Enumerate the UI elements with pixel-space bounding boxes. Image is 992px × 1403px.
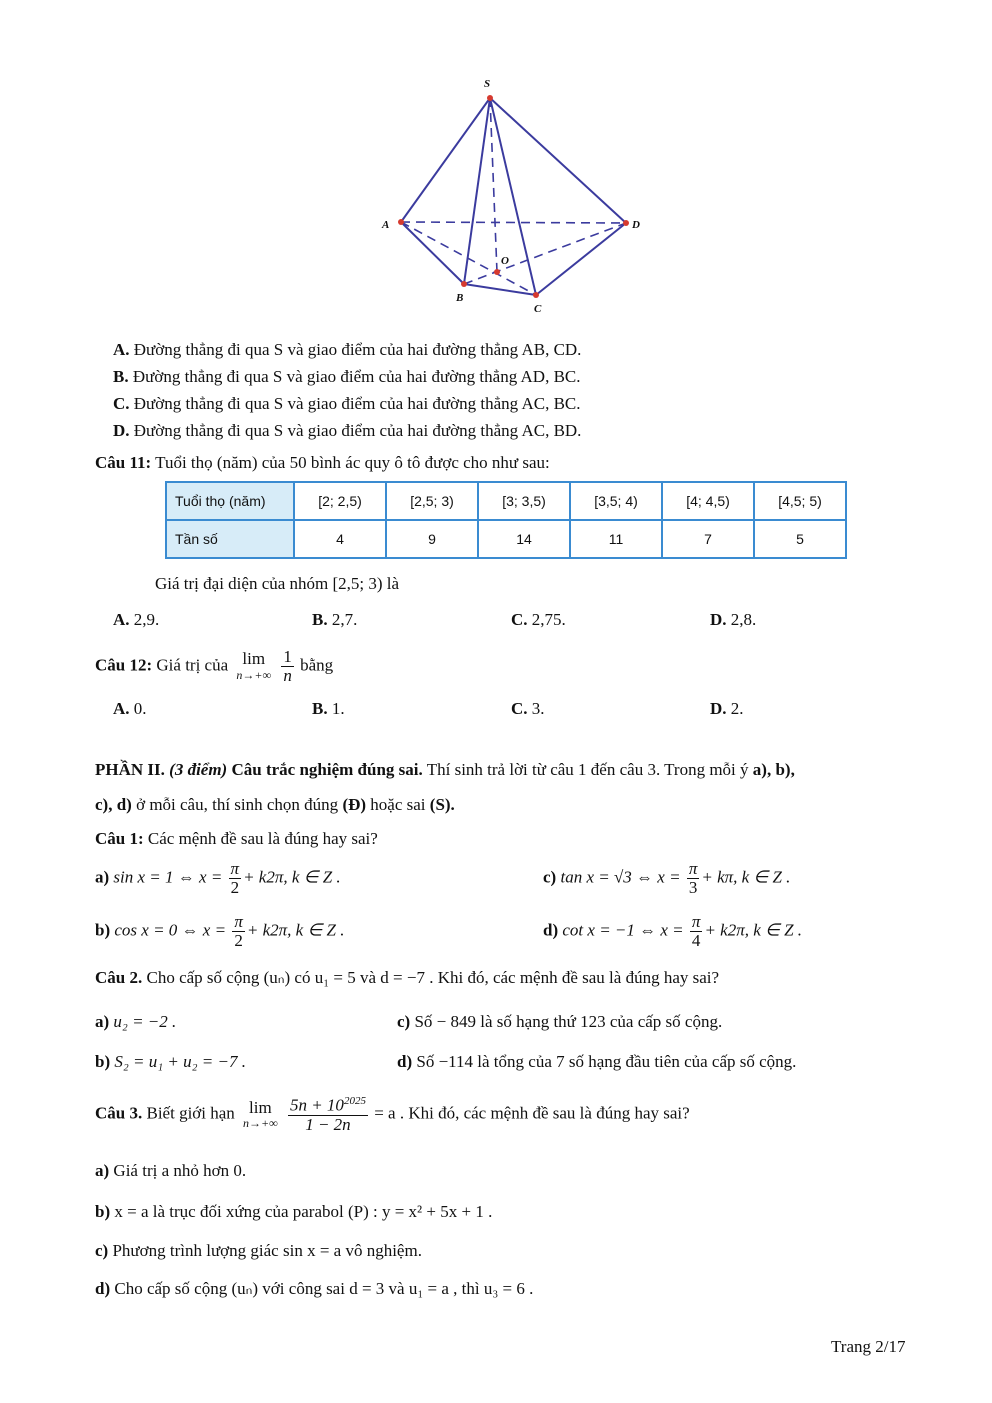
table-header-cell: Tuổi thọ (năm)	[166, 482, 294, 520]
q11-option-c: C. 2,75.	[511, 610, 566, 629]
table-cell: [4,5; 5)	[754, 482, 846, 520]
q10-option-d: D. Đường thẳng đi qua S và giao điểm của hai đường thẳng AC, BD.	[113, 421, 582, 440]
q10-option-c: C. Đường thẳng đi qua S và giao điểm của hai đường thẳng AC, BC.	[113, 394, 581, 413]
table-cell: 9	[386, 520, 478, 558]
pyramid-figure	[370, 70, 660, 320]
part2-line1: PHẦN II. (3 điểm) Câu trắc nghiệm đúng sai. Thí sinh trả lời từ câu 1 đến câu 3. Trong mỗi ý a), b),	[95, 760, 795, 779]
table-cell: [3; 3,5)	[478, 482, 570, 520]
label-B: B	[456, 292, 464, 304]
q12-option-a: A. 0.	[113, 699, 147, 718]
q11-question: Giá trị đại diện của nhóm [2,5; 3) là	[155, 574, 400, 593]
c1-item-b: b) cos x = 0 ⇔ x = $\frac{\pi}{2}$ + k2π, k ∈ Z .	[95, 912, 345, 950]
table-cell: [4; 4,5)	[662, 482, 754, 520]
q10-option-b: B. Đường thẳng đi qua S và giao điểm của hai đường thẳng AD, BC.	[113, 367, 581, 386]
edge-AB	[401, 222, 464, 284]
label-S: S	[484, 78, 491, 90]
c3-item-a: a) Giá trị a nhỏ hơn 0.	[95, 1161, 247, 1180]
q11-option-a: A. 2,9.	[113, 610, 160, 629]
label-C: C	[534, 303, 542, 315]
table-cell: 7	[662, 520, 754, 558]
table-cell: 5	[754, 520, 846, 558]
q11-stem: Câu 11: Tuổi thọ (năm) của 50 bình ác quy ô tô được cho như sau:	[95, 453, 550, 472]
c3-item-d: d) Cho cấp số cộng (uₙ) với công sai d = 3 và u₁ = a , thì u₃ = 6 .	[95, 1279, 534, 1298]
label-O: O	[501, 255, 509, 267]
c2-item-c: c) Số − 849 là số hạng thứ 123 của cấp số cộng.	[397, 1012, 723, 1031]
c3-item-c: c) Phương trình lượng giác sin x = a vô nghiệm.	[95, 1241, 422, 1260]
page-number: Trang 2/17	[831, 1337, 906, 1356]
edge-CD	[536, 223, 626, 295]
edge-SB	[464, 98, 490, 284]
label-D: D	[632, 219, 640, 231]
table-header-cell: Tần số	[166, 520, 294, 558]
c3-stem: Câu 3. Biết giới hạn lim n→+∞ $\frac{5n + 10^{2025}}{1 - 2n}$ = a . Khi đó, các mệnh đề sau là đúng hay sai?	[95, 1095, 690, 1134]
q12-option-c: C. 3.	[511, 699, 545, 718]
c2-item-a: a) u₂ = −2 .	[95, 1012, 177, 1031]
q11-option-d: D. 2,8.	[710, 610, 757, 629]
c3-item-b: b) x = a là trục đối xứng của parabol (P) : y = x² + 5x + 1 .	[95, 1202, 493, 1221]
q12-option-b: B. 1.	[312, 699, 345, 718]
table-row	[166, 482, 846, 520]
label-A: A	[382, 219, 390, 231]
q12-stem: Câu 12: Giá trị của lim n→+∞ $\frac{1}{n}$ bằng	[95, 647, 334, 685]
q10-option-a: A. Đường thẳng đi qua S và giao điểm của hai đường thẳng AB, CD.	[113, 340, 582, 359]
table-cell: [3,5; 4)	[570, 482, 662, 520]
edge-BD	[464, 223, 626, 284]
part2-line2: c), d) ở mỗi câu, thí sinh chọn đúng (Đ) hoặc sai (S).	[95, 795, 455, 814]
edge-SD	[490, 98, 626, 223]
table-cell: 11	[570, 520, 662, 558]
c2-stem: Câu 2. Cho cấp số cộng (uₙ) có u₁ = 5 và d = −7 . Khi đó, các mệnh đề sau là đúng hay sai?	[95, 968, 720, 987]
frequency-table	[165, 481, 847, 559]
c1-item-d: d) cot x = −1 ⇔ x = $\frac{\pi}{4}$ + k2π, k ∈ Z .	[543, 912, 803, 950]
c1-stem: Câu 1: Các mệnh đề sau là đúng hay sai?	[95, 829, 378, 848]
q12-option-d: D. 2.	[710, 699, 744, 718]
c2-item-b: b) S₂ = u₁ + u₂ = −7 .	[95, 1052, 246, 1071]
c2-item-d: d) Số −114 là tổng của 7 số hạng đầu tiên của cấp số cộng.	[397, 1052, 797, 1071]
c1-item-c: c) tan x = √3 ⇔ x = $\frac{\pi}{3}$ + kπ, k ∈ Z .	[543, 859, 791, 897]
table-cell: [2; 2,5)	[294, 482, 386, 520]
edge-AD	[401, 222, 626, 223]
q11-option-b: B. 2,7.	[312, 610, 358, 629]
edge-SA	[401, 98, 490, 222]
table-cell: [2,5; 3)	[386, 482, 478, 520]
table-cell: 14	[478, 520, 570, 558]
table-row	[166, 520, 846, 558]
c1-item-a: a) sin x = 1 ⇔ x = $\frac{\pi}{2}$ + k2π, k ∈ Z .	[95, 859, 341, 897]
table-cell: 4	[294, 520, 386, 558]
